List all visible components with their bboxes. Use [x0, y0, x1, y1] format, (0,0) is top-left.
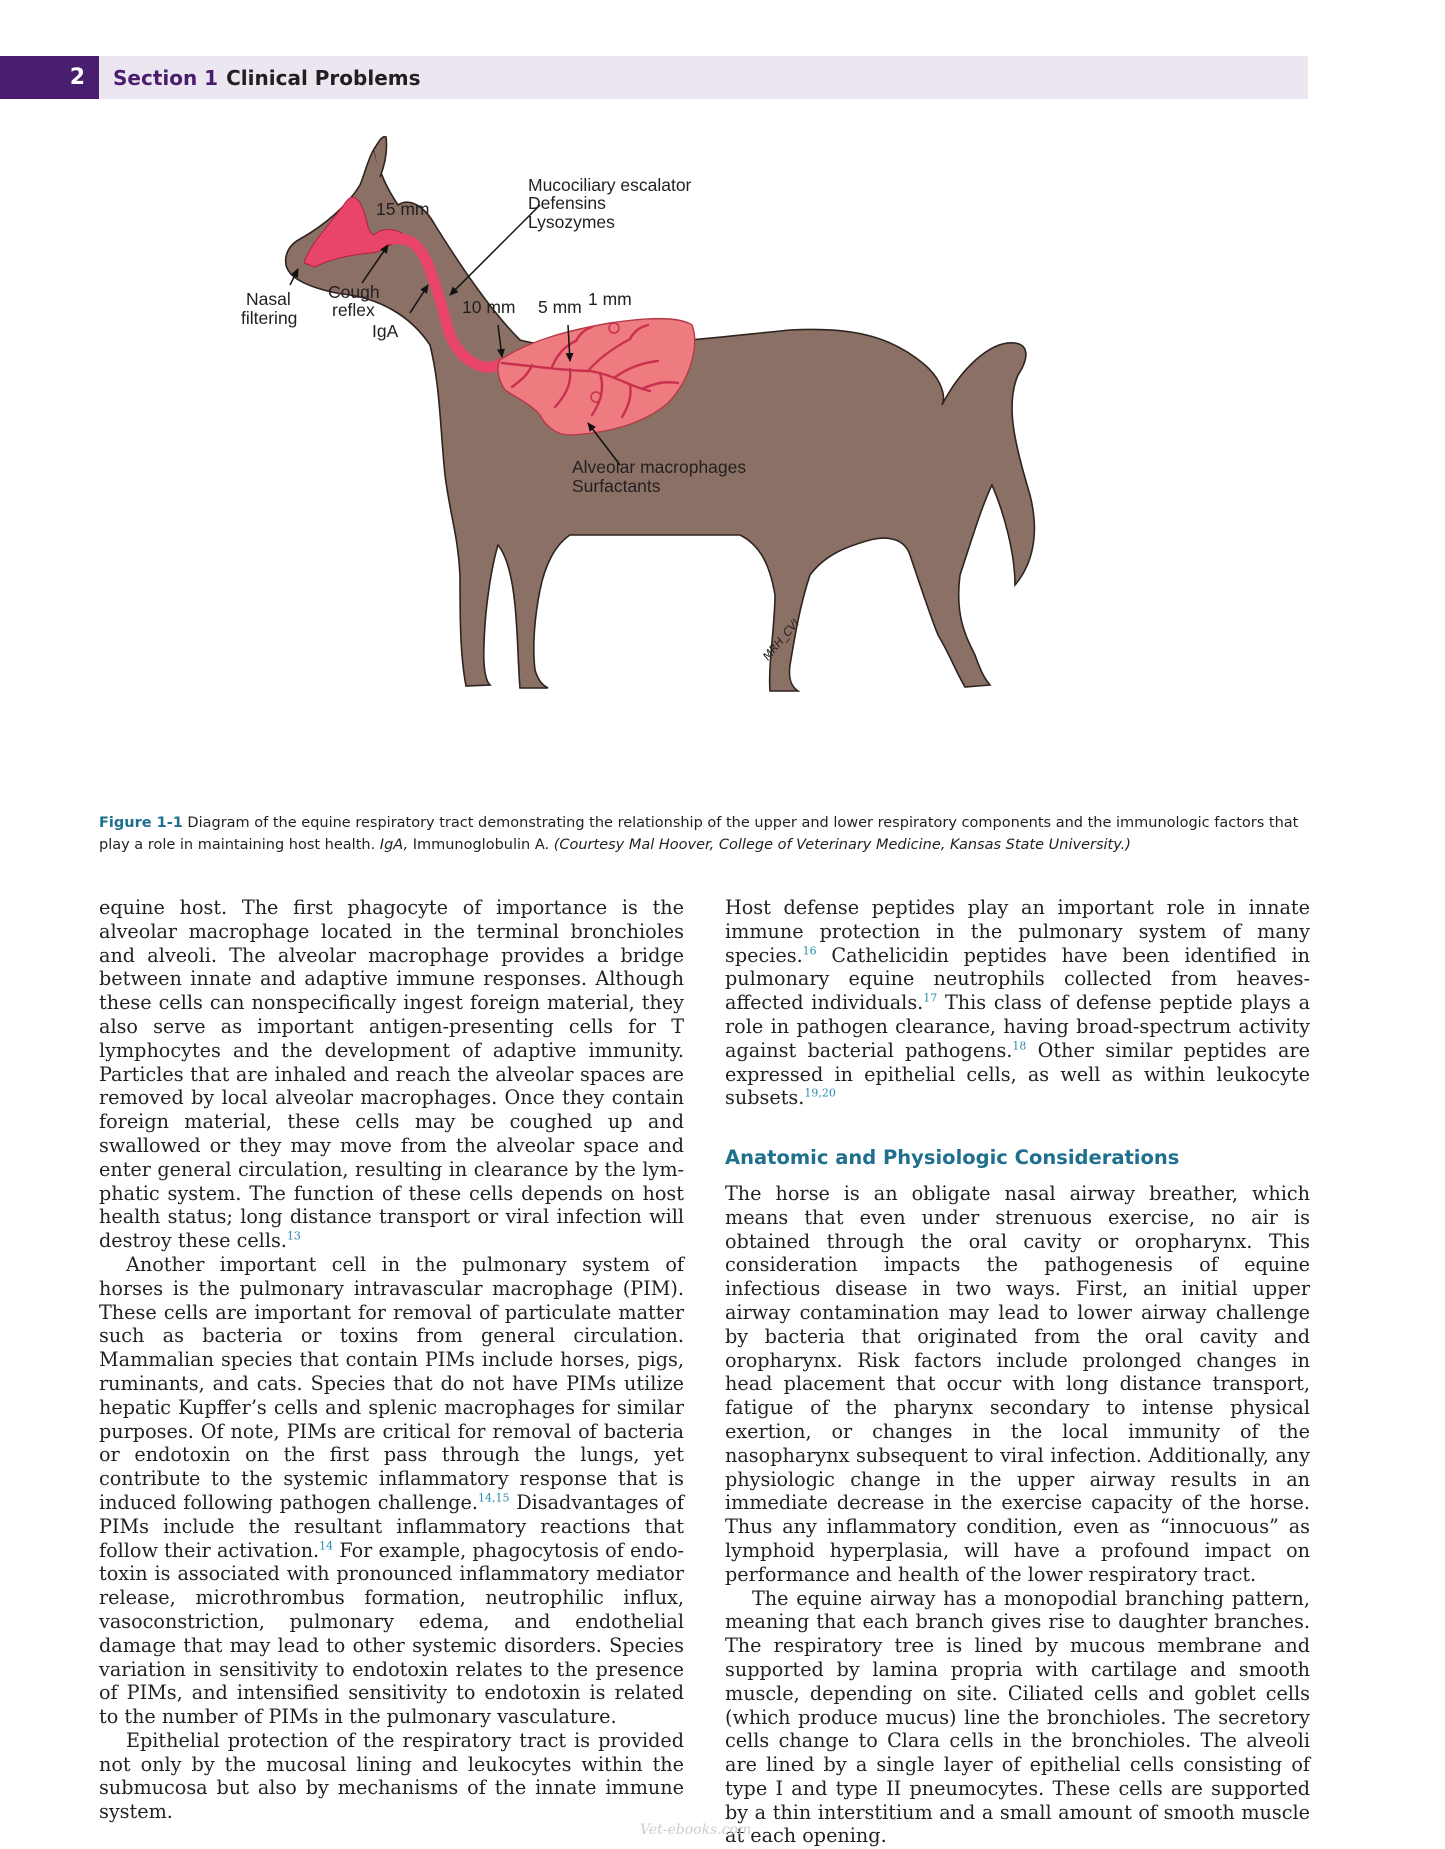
- citation-13[interactable]: 13: [286, 1229, 301, 1243]
- running-header: [0, 56, 1308, 99]
- left-p2-text-c: For example, phagocytosis of endotoxin is associated with pronounced inflammatory mediator release, microthrombus formation, neutrophilic influx, vasoconstriction, pulmonary edema, and endothelial damage that may lead to other systemic disorders. Species variation in sensitivity to endotoxin relates to the presence of PIMs, and intensified sensitivity to endotoxin is related to the number of PIMs in the pulmonary vasculature.: [99, 1538, 684, 1729]
- label-defensins: Defensins: [528, 193, 606, 213]
- label-5mm: 5 mm: [538, 297, 582, 317]
- left-column: [99, 896, 684, 1824]
- citation-16[interactable]: 16: [802, 944, 817, 958]
- watermark: Vet-ebooks.com: [640, 1822, 752, 1838]
- artist-signature: MRH_CVI: [760, 616, 803, 663]
- figure-label: Figure 1-1: [99, 815, 183, 831]
- left-p2-text-b: Disadvantages of PIMs include the resultant inflammatory reactions that follow their activation.: [99, 1490, 684, 1562]
- figure-caption: [99, 812, 1309, 856]
- label-10mm: 10 mm: [462, 297, 516, 317]
- right-p1-text-b: Cathelicidin peptides have been identified in pulmonary equine neutrophils collected from heaves-affected individuals.: [725, 943, 1310, 1015]
- left-p1-text: equine host. The first phagocyte of importance is the alveolar macrophage located in the terminal bronchioles and alveoli. The alveolar macrophage provides a bridge between innate and adaptive immune responses. Although these cells can nonspecifically ingest foreign material, they also serve as important antigen-presenting cells for T lymphocytes and the development of adaptive immunity. Particles that are inhaled and reach the alveolar spaces are removed by local alveolar macrophages. Once they contain foreign material, these cells may be coughed up and swallowed or they may move from the alveolar space and enter general circulation, resulting in clearance by the lymphatic system. The function of these cells depends on host health status; long distance transport or viral infection will destroy these cells.: [99, 896, 684, 1253]
- caption-abbr: IgA,: [379, 837, 409, 853]
- section-name: Clinical Problems: [226, 65, 421, 90]
- label-1mm: 1 mm: [588, 289, 632, 309]
- right-p1-text-d: Other similar peptides are expressed in epithelial cells, as well as within leukocyte subsets.: [725, 1038, 1310, 1110]
- citation-14[interactable]: 14: [319, 1539, 334, 1553]
- citation-17[interactable]: 17: [923, 991, 938, 1005]
- label-reflex: reflex: [332, 300, 375, 320]
- caption-courtesy: (Courtesy Mal Hoover, College of Veterinary Medicine, Kansas State University.): [553, 837, 1131, 853]
- right-p1-text-a: Host defense peptides play an important role in innate immune protection in the pulmonary system of many species.: [725, 896, 1310, 967]
- right-paragraph-3: The equine airway has a monopodial branching pattern, meaning that each branch gives rise to daughter branches. The respiratory tree is lined by mucous membrane and supported by lamina propria with cartilage and smooth muscle, depending on site. Ciliated cells and goblet cells (which produce mucus) line the bronchioles. The secretory cells change to Clara cells in the bronchioles. The alveoli are lined by a single layer of epithelial cells consisting of type I and type II pneumocytes. These cells are supported by a thin interstitium and a small amount of smooth muscle at each opening.: [725, 1586, 1310, 1848]
- section-title: [113, 56, 421, 99]
- left-paragraph-2: [99, 1253, 684, 1729]
- figure-horse-respiratory-diagram: [241, 135, 1120, 795]
- label-iga: IgA: [372, 321, 399, 341]
- horse-silhouette: [286, 149, 1035, 691]
- label-surfactants: Surfactants: [572, 476, 661, 496]
- right-paragraph-2: The horse is an obligate nasal airway breather, which means that even under strenuous exercise, no air is obtained through the oral cavity or oropharynx. This consideration impacts the pathogenesis of equine infectious disease in two ways. First, an initial upper airway contamination may lead to lower airway challenge by bacteria that originated from the oral cavity and oropharynx. Risk factors include prolonged changes in head placement that occur with long distance transport, fatigue of the pharynx secondary to intense physical exertion, or changes in the local immunity of the nasopharynx subsequent to viral infection. Additionally, any physiologic change in the upper airway results in an immediate decrease in the exercise capacity of the horse. Thus any inflammatory condition, even as “innocuous” as lymphoid hyperplasia, will have a profound impact on performance and health of the lower respiratory tract.: [725, 1181, 1310, 1586]
- right-column: [725, 896, 1310, 1848]
- left-p2-text-a: Another important cell in the pulmonary system of horses is the pulmonary intravascular macrophage (PIM). These cells are important for removal of particulate matter such as bacteria or toxins from general circulation. Mammalian species that contain PIMs include horses, pigs, ruminants, and cats. Species that do not have PIMs utilize hepatic Kupffer’s cells and splenic macrophages for similar purposes. Of note, PIMs are critical for removal of bacteria or endotoxin on the first pass through the lungs, yet contribute to the systemic inflammatory response that is induced following pathogen challenge.: [99, 1252, 684, 1514]
- label-lysozymes: Lysozymes: [528, 212, 615, 232]
- horse-diagram-svg: [241, 135, 1120, 795]
- caption-abbr-def: Immunoglobulin A.: [412, 837, 550, 853]
- left-paragraph-1: [99, 896, 684, 1253]
- caption-text: Diagram of the equine respiratory tract demonstrating the relationship of the upper and lower respiratory components and the immunologic factors that play a role in maintaining host health.: [99, 815, 1299, 853]
- label-filtering: filtering: [241, 308, 298, 328]
- page-number: 2: [0, 56, 99, 99]
- label-mucociliary: Mucociliary escalator: [528, 175, 692, 195]
- right-p1-text-c: This class of defense peptide plays a role in pathogen clearance, having broad-spectrum activity against bacterial pathogens.: [725, 991, 1311, 1062]
- section-label: Section 1: [113, 65, 219, 90]
- citation-19-20[interactable]: 19,20: [804, 1086, 836, 1100]
- label-cough: Cough: [328, 282, 380, 302]
- label-alveolar-macrophages: Alveolar macrophages: [572, 457, 747, 477]
- label-15mm: 15 mm: [376, 199, 430, 219]
- citation-18[interactable]: 18: [1012, 1039, 1027, 1053]
- label-nasal: Nasal: [246, 289, 291, 309]
- right-paragraph-1: [725, 896, 1310, 1110]
- section-heading: Anatomic and Physiologic Considerations: [725, 1146, 1180, 1170]
- left-paragraph-3: Epithelial protection of the respiratory tract is provided not only by the mucosal lining and leukocytes within the submucosa but also by mechanisms of the innate immune system.: [99, 1728, 684, 1824]
- citation-14-15[interactable]: 14,15: [478, 1491, 510, 1505]
